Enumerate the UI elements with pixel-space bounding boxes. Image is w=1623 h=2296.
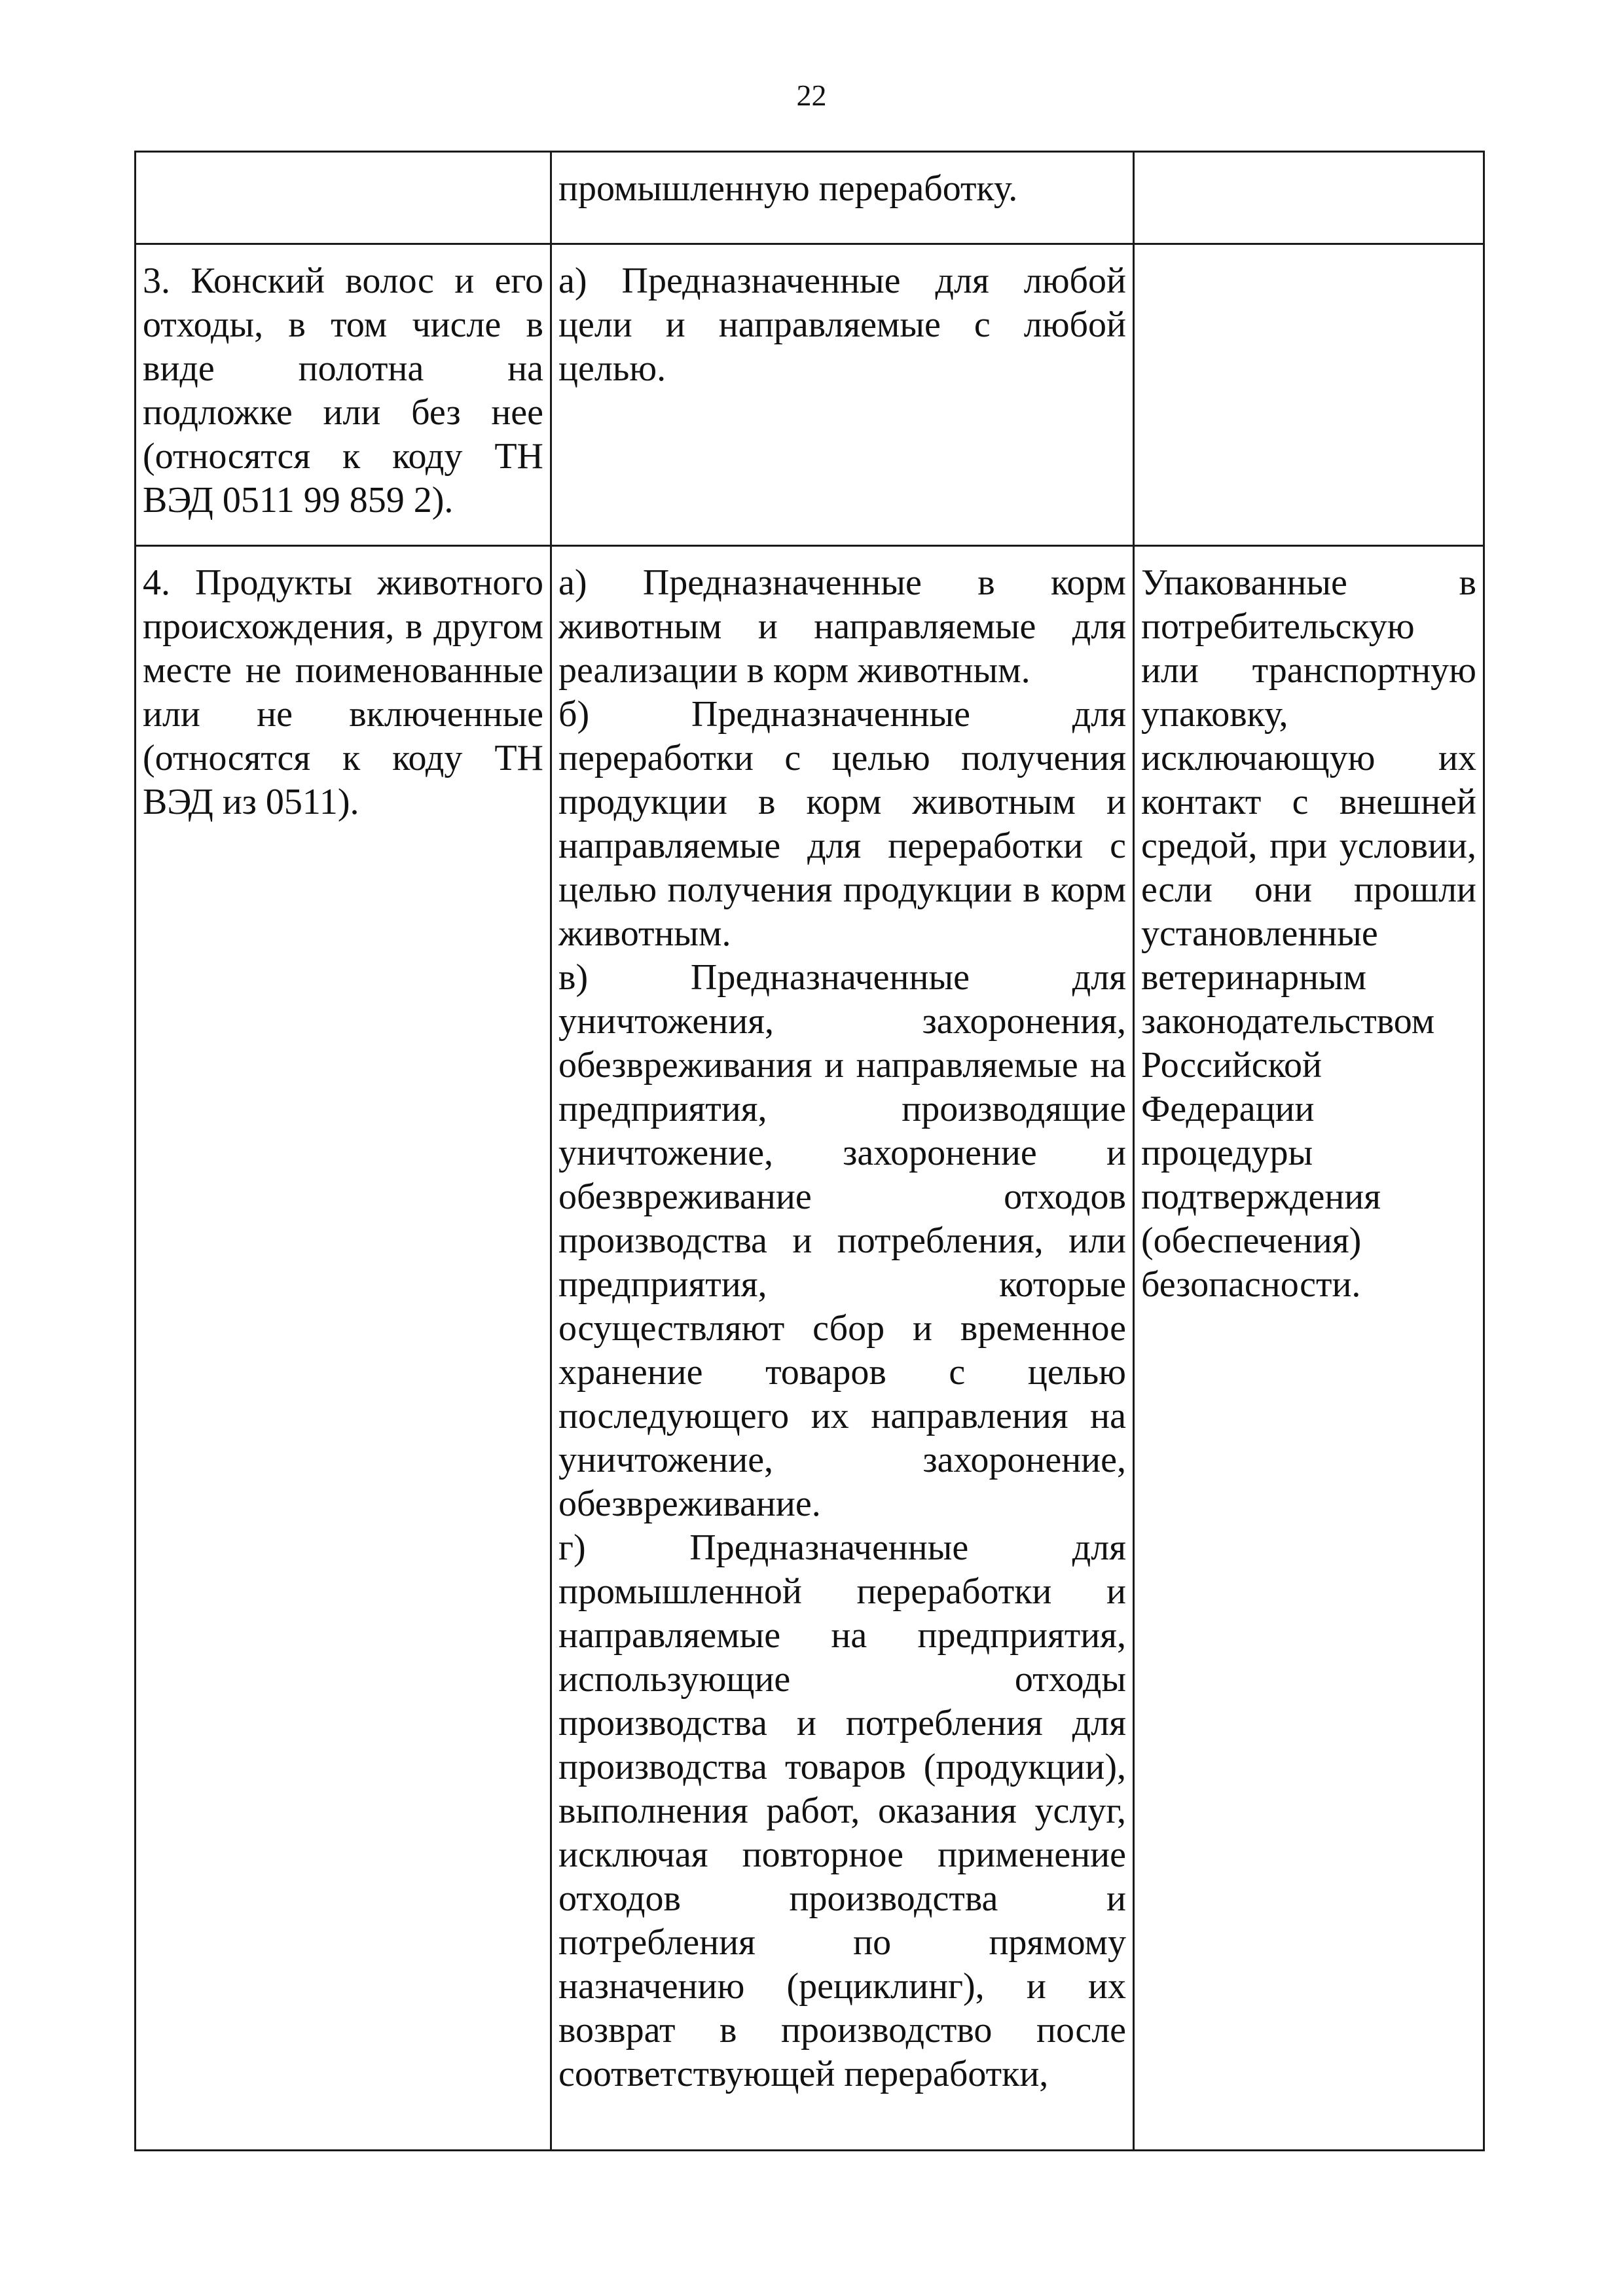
purpose-cell: [551, 546, 1134, 2151]
page-number: 22: [796, 79, 827, 112]
conditions-cell: [1134, 244, 1484, 546]
table-row: [136, 546, 1484, 2151]
product-cell: 3. Конский волос и его отходы, в том числе в виде полотна на подложке или без нее (относятся к коду ТН ВЭД 0511 99 859 2).: [136, 244, 551, 546]
purpose-item: г) Предназначенные для промышленной переработки и направляемые на предприятия, использующие отходы производства и потребления для производства товаров (продукции), выполнения работ, оказания услуг, исключая повторное применение отходов производства и потребления по прямому назначению (рециклинг), и их возврат в производство после соответствующей переработки,: [558, 1527, 1126, 2094]
table-row: [136, 244, 1484, 546]
conditions-cell: [1134, 152, 1484, 244]
table-row: [136, 152, 1484, 244]
purpose-item: б) Предназначенные для переработки с целью получения продукции в корм животным и направляемые для переработки с целью получения продукции в корм животным.: [558, 694, 1126, 954]
product-cell: 4. Продукты животного происхождения, в другом месте не поименованные или не включенные (относятся к коду ТН ВЭД из 0511).: [136, 546, 551, 2151]
regulation-table: [134, 151, 1485, 2151]
purpose-item: а) Предназначенные для любой цели и направляемые с любой целью.: [558, 261, 1126, 389]
purpose-cell: [551, 152, 1134, 244]
product-cell: [136, 152, 551, 244]
purpose-cell: [551, 244, 1134, 546]
purpose-item: промышленную переработку.: [558, 168, 1018, 209]
purpose-item: а) Предназначенные в корм животным и направляемые для реализации в корм животным.: [558, 562, 1126, 691]
conditions-cell: Упакованные в потребительскую или транспортную упаковку, исключающую их контакт с внешней средой, при условии, если они прошли установленные ветеринарным законодательством Российской Федерации процедуры подтверждения (обеспечения) безопасности.: [1134, 546, 1484, 2151]
purpose-item: в) Предназначенные для уничтожения, захоронения, обезвреживания и направляемые на предприятия, производящие уничтожение, захоронение и обезвреживание отходов производства и потребления, или предприятия, которые осуществляют сбор и временное хранение товаров с целью последующего их направления на уничтожение, захоронение, обезвреживание.: [558, 957, 1126, 1524]
